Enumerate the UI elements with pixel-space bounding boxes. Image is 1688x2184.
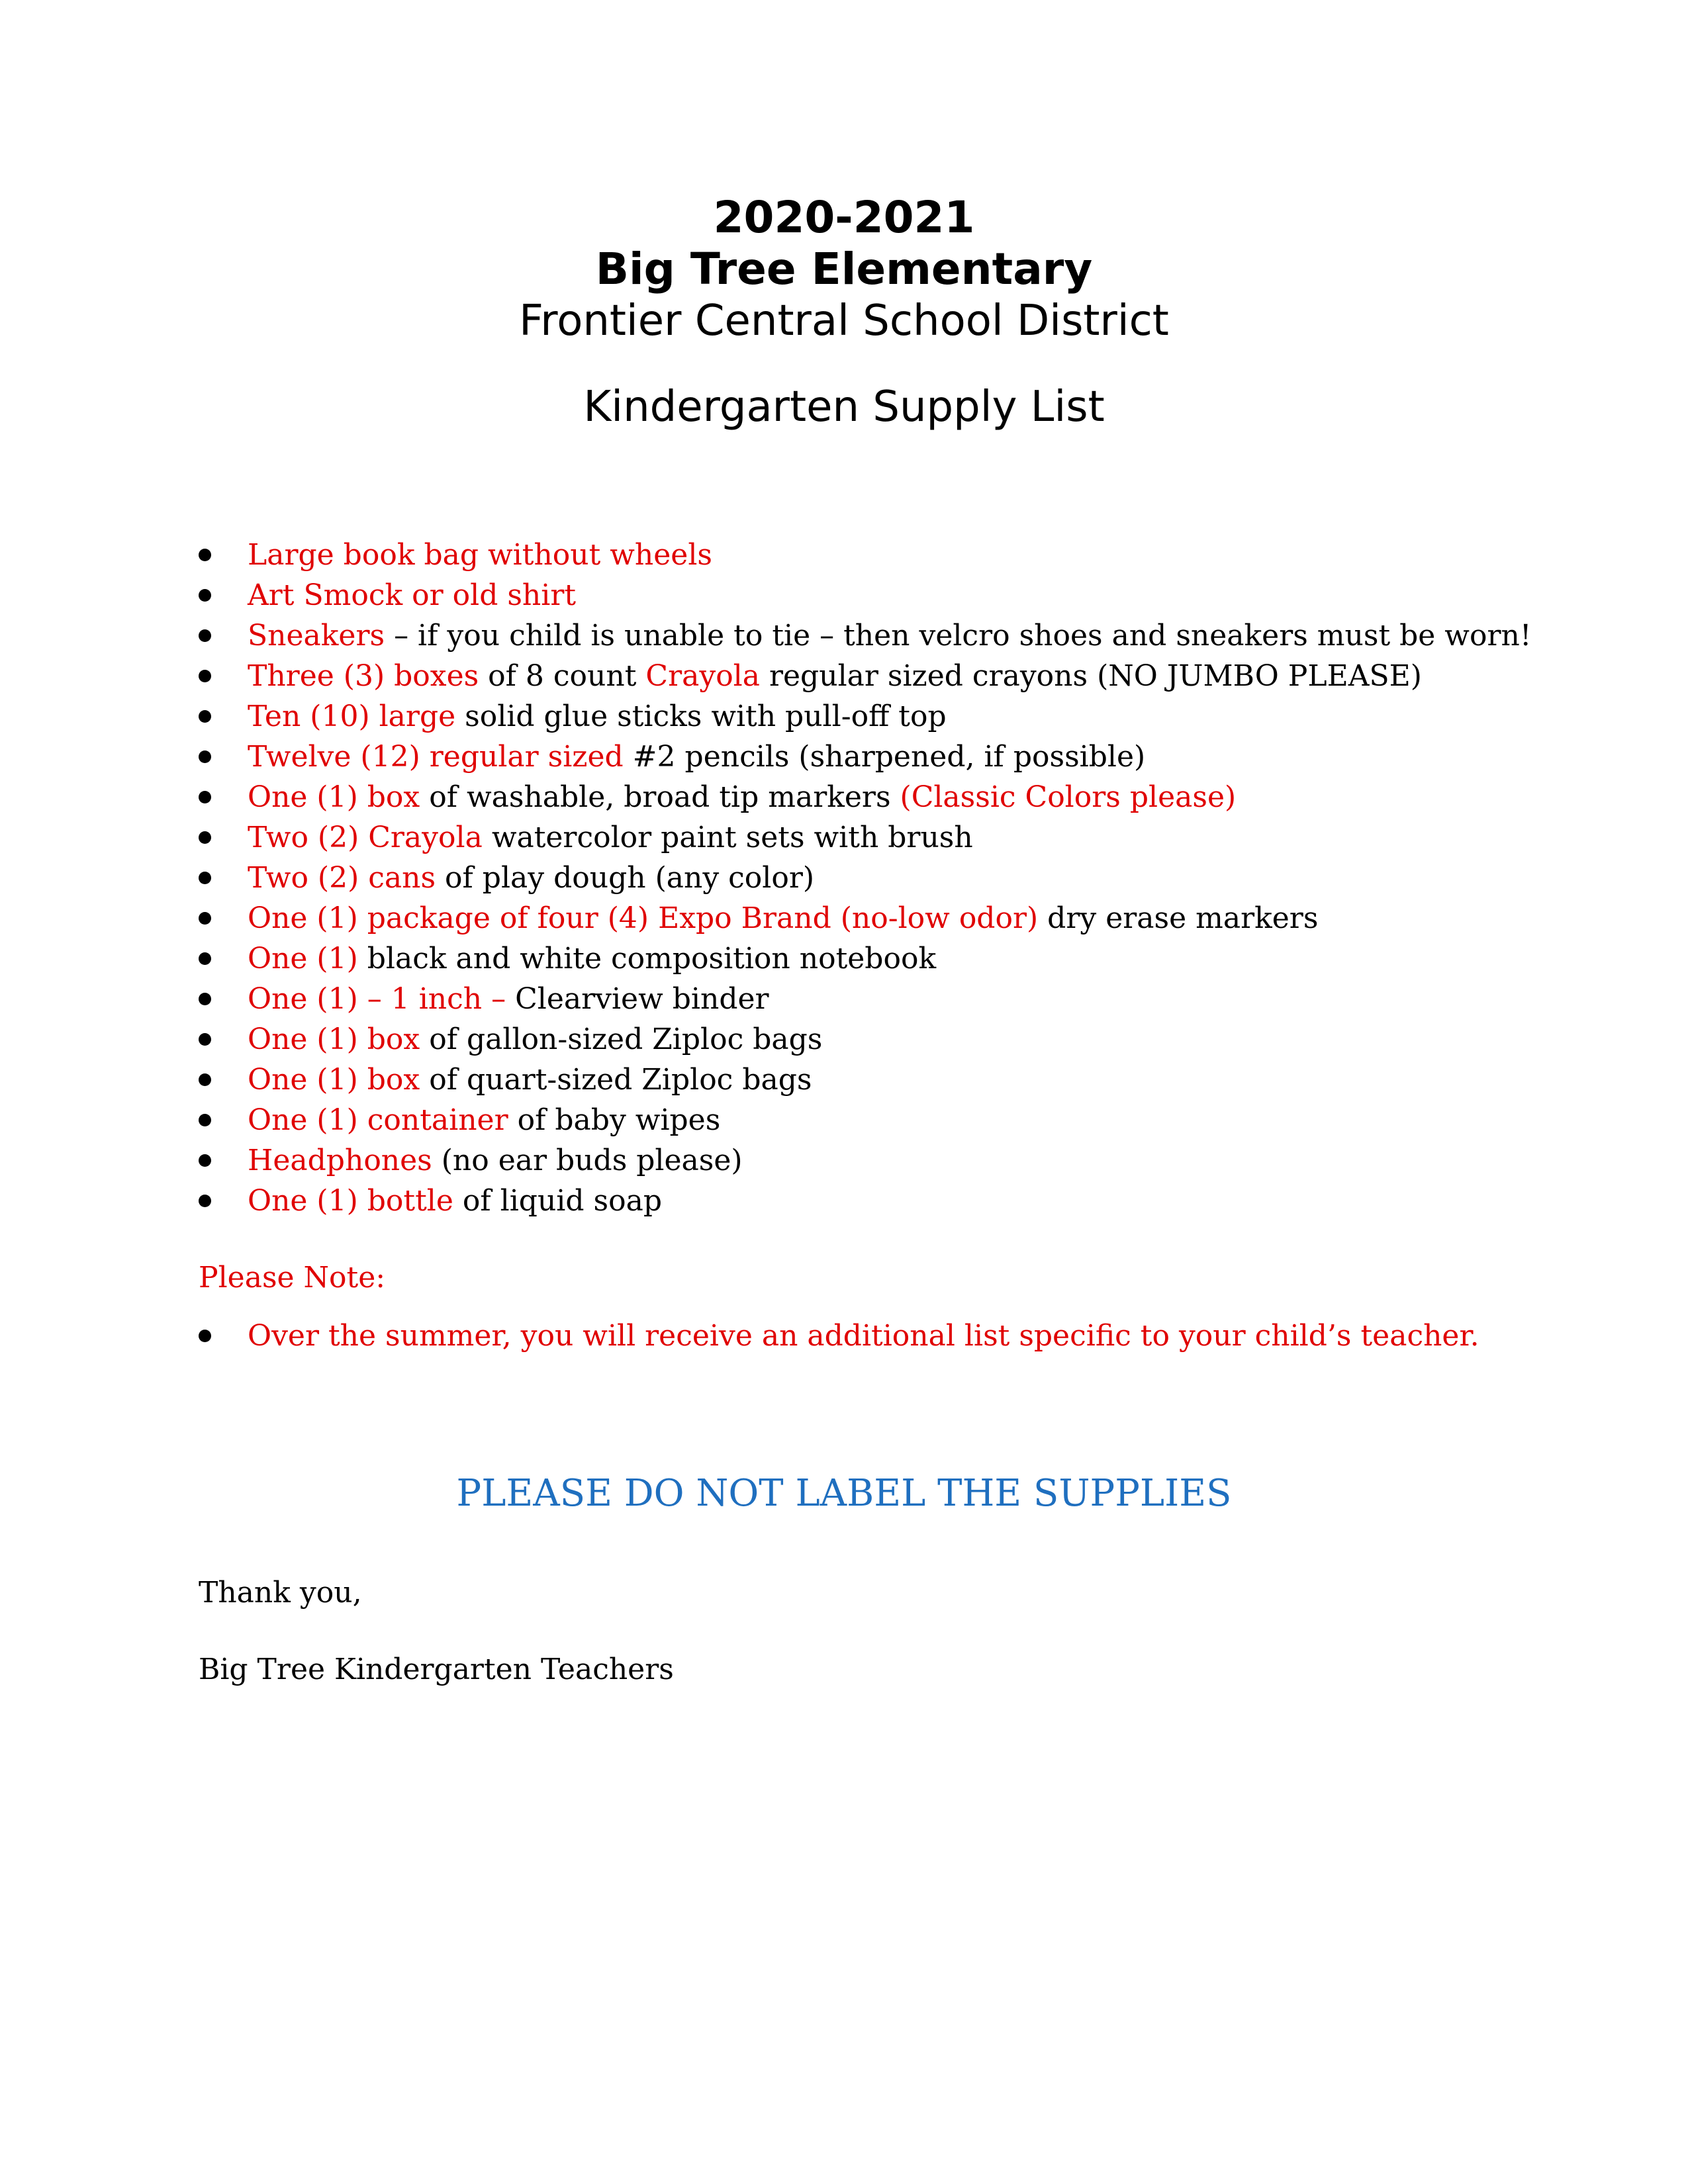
item-text: Clearview binder	[506, 982, 769, 1016]
item-text: of liquid soap	[453, 1184, 662, 1218]
item-highlight: One (1) box	[248, 1063, 420, 1097]
item-text: (no ear buds please)	[432, 1144, 743, 1177]
district-name: Frontier Central School District	[519, 296, 1169, 345]
item-highlight: Two (2) Crayola	[248, 821, 483, 854]
item-highlight: One (1) – 1 inch –	[248, 982, 506, 1016]
bullet-icon	[199, 831, 211, 844]
list-item	[199, 1060, 1523, 1100]
list-item	[199, 817, 1523, 858]
list-item	[199, 615, 1532, 656]
bullet-icon	[199, 1154, 211, 1167]
closing-thanks: Thank you,	[199, 1576, 362, 1610]
item-text: dry erase markers	[1038, 901, 1319, 935]
list-item	[199, 535, 1523, 575]
bullet-icon	[199, 872, 211, 884]
item-highlight: One (1) container	[248, 1103, 508, 1137]
item-highlight: Three (3) boxes	[248, 659, 479, 693]
item-text: solid glue sticks with pull-off top	[455, 700, 947, 733]
item-highlight: Sneakers	[248, 619, 385, 653]
item-highlight: One (1)	[248, 942, 358, 976]
list-item	[199, 898, 1523, 938]
supply-list	[199, 535, 1532, 1221]
item-highlight: Twelve (12) regular sized	[248, 740, 624, 774]
bullet-icon	[199, 670, 211, 682]
item-text: of baby wipes	[508, 1103, 721, 1137]
school-name-heading: Big Tree Elementary	[595, 244, 1093, 295]
list-item	[199, 858, 1523, 898]
list-item	[199, 575, 1523, 615]
item-text: of quart-sized Ziploc bags	[420, 1063, 812, 1097]
item-text: watercolor paint sets with brush	[482, 821, 973, 854]
item-highlight: One (1) box	[248, 780, 420, 814]
bullet-icon	[199, 710, 211, 723]
bullet-icon	[199, 589, 211, 602]
list-item	[199, 656, 1523, 696]
list-item	[199, 979, 1523, 1019]
item-highlight: Headphones	[248, 1144, 432, 1177]
bullet-icon	[199, 1073, 211, 1086]
bullet-icon	[199, 912, 211, 925]
list-item	[199, 1100, 1523, 1140]
list-item	[199, 696, 1523, 737]
bullet-icon	[199, 629, 211, 642]
item-highlight: Large book bag without wheels	[248, 538, 713, 572]
item-text: black and white composition notebook	[357, 942, 937, 976]
bullet-icon	[199, 1114, 211, 1126]
item-highlight: Art Smock or old shirt	[248, 578, 577, 612]
item-highlight: Ten (10) large	[248, 700, 456, 733]
item-text-secondary: regular sized crayons (NO JUMBO PLEASE)	[760, 659, 1422, 693]
list-item	[199, 1140, 1523, 1181]
item-highlight: One (1) box	[248, 1023, 420, 1056]
note-heading: Please Note:	[199, 1261, 386, 1295]
bullet-icon	[199, 993, 211, 1005]
document-header	[0, 192, 1688, 433]
list-item	[199, 777, 1523, 817]
item-highlight: One (1) package of four (4) Expo Brand (no-low odor)	[248, 901, 1039, 935]
supply-list-title: Kindergarten Supply List	[583, 383, 1105, 432]
item-highlight: Two (2) cans	[248, 861, 436, 895]
bullet-icon	[199, 1195, 211, 1207]
list-item	[199, 938, 1523, 979]
list-item	[199, 1181, 1523, 1221]
bullet-icon	[199, 1330, 211, 1342]
note-list	[199, 1316, 1523, 1356]
bullet-icon	[199, 549, 211, 561]
list-item	[199, 737, 1523, 777]
closing-signature: Big Tree Kindergarten Teachers	[199, 1653, 674, 1686]
item-text: of washable, broad tip markers	[420, 780, 900, 814]
item-text: – if you child is unable to tie – then velcro shoes and sneakers must be worn!	[385, 619, 1532, 653]
item-text: #2 pencils (sharpened, if possible)	[623, 740, 1146, 774]
list-item	[199, 1019, 1523, 1060]
item-highlight-secondary: (Classic Colors please)	[900, 780, 1237, 814]
bullet-icon	[199, 791, 211, 803]
school-year-heading: 2020-2021	[713, 192, 975, 243]
bullet-icon	[199, 751, 211, 763]
item-highlight: One (1) bottle	[248, 1184, 453, 1218]
bullet-icon	[199, 1033, 211, 1046]
do-not-label-notice: PLEASE DO NOT LABEL THE SUPPLIES	[456, 1472, 1232, 1515]
item-text: of play dough (any color)	[436, 861, 815, 895]
item-text: of 8 count	[479, 659, 646, 693]
list-item	[199, 1316, 1523, 1356]
bullet-icon	[199, 952, 211, 965]
item-text: of gallon-sized Ziploc bags	[420, 1023, 823, 1056]
item-highlight-secondary: Crayola	[645, 659, 760, 693]
note-text: Over the summer, you will receive an additional list specific to your child’s teacher.	[248, 1319, 1479, 1353]
